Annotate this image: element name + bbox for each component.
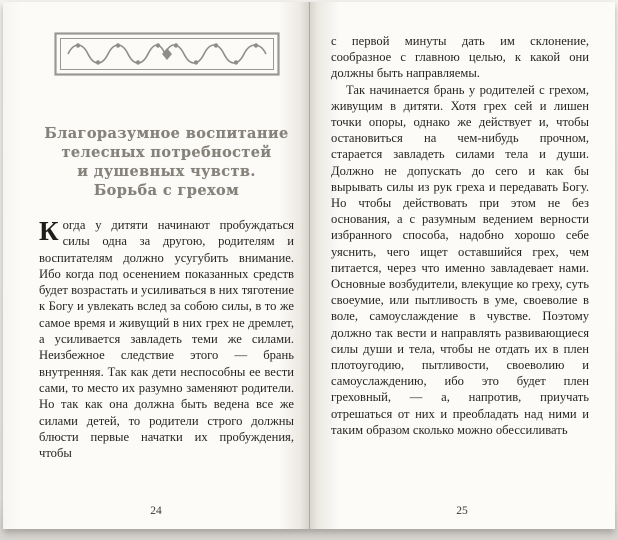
drop-cap: К [39,216,59,246]
floral-headpiece-icon [54,32,280,76]
chapter-title-line: и душевных чувств. [77,163,256,180]
book-spread [3,2,615,529]
page-right-content [309,2,615,438]
page-left-content [3,2,309,461]
ornamental-headpiece [39,32,294,76]
page-number-right: 25 [456,505,468,517]
page-right [309,2,615,529]
chapter-title-line: Благоразумное воспитание [44,125,289,142]
chapter-title [39,124,294,200]
page-number-left: 24 [150,505,162,517]
left-body-paragraph [39,217,294,461]
page-left [3,2,309,529]
chapter-title-line: Борьба с грехом [93,182,240,199]
right-paragraph: Так начинается брань у родителей с грехом, живущим в дитяти. Хотя грех сей и лишен точки опоры, однако же действует и, чтобы остановиться на чем-нибудь прочном, старается завладеть силами тела и души. Должно не допускать до сего и как бы вырывать силы из рук греха и передавать Богу. Но чтобы действовать при этом не без основания, а с разумным ведением верности избранного способа, надобно хорошо себе уяснить, чего ищет оставшийся грех, чем питается, через что именно завладевает нами. Основные возбудители, влекущие ко греху, суть своеумие, или пытливость в уме, своеволие в воле, самоуслаждение в чувстве. Поэтому должно так вести и направлять развивающиеся силы души и тела, чтобы не отдать их в плен плотоугодию, пытливости, своеволию и самоуслаждению, ибо это будет плен греховный, — а, напротив, приучать отрешаться от них и преобладать над ними и таким образом сколько можно обессиливать [331,82,589,437]
right-paragraph: с первой минуты дать им склонение, сообразное с главною целью, к какой они должны быть направляемы. [331,34,589,81]
chapter-title-line: телесных потребностей [61,144,272,161]
page-gutter [309,2,310,529]
left-body-text: огда у дитяти начинают пробуждаться силы одна за другою, родителям и воспитателям должно усугубить внимание. Ибо когда под осенением показанных средств будет возрастать и усиливаться в них тяготение к Богу и увлекать вслед за собою силы, в то же самое время и живущий в них грех не дремлет, а усиливается завладеть теми же силами. Неизбежное следствие этого — брань внутренняя. Так как дети неспособны ее вести сами, то место их разумно заменяют родители. Но так как она должна быть ведена все же силами детей, то родители строго должны блюсти первые начатки их пробуждения, чтобы [39,218,294,461]
